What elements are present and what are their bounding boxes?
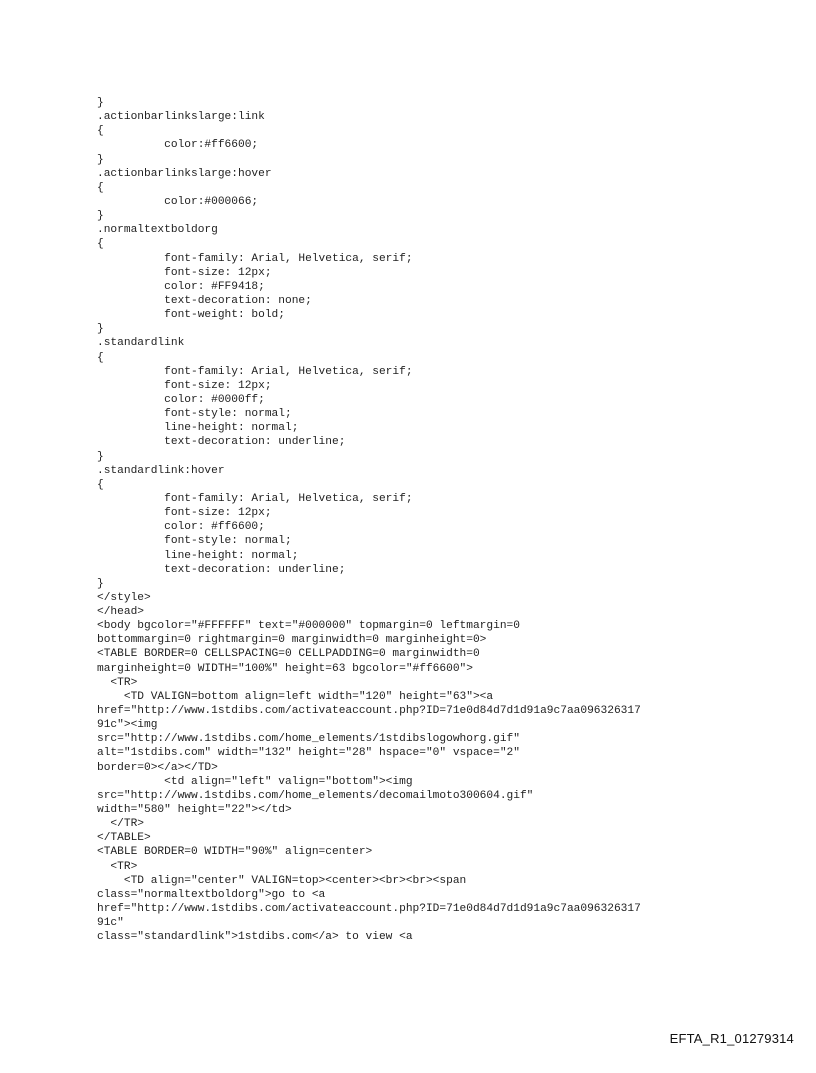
code-line: <body bgcolor="#FFFFFF" text="#000000" topmargin=0 leftmargin=0 [97, 620, 520, 633]
code-line: color: #ff6600; [97, 521, 265, 534]
code-line: bottommargin=0 rightmargin=0 marginwidth=0 marginheight=0> [97, 634, 487, 647]
code-line: 91c"><img [97, 719, 158, 732]
code-line: alt="1stdibs.com" width="132" height="28" hspace="0" vspace="2" [97, 747, 520, 760]
code-line: border=0></a></TD> [97, 761, 218, 774]
code-line: font-size: 12px; [97, 379, 272, 392]
code-line: .actionbarlinkslarge:link [97, 111, 265, 124]
code-line: <TD VALIGN=bottom align=left width="120" height="63"><a [97, 690, 494, 703]
code-line: width="580" height="22"></td> [97, 804, 292, 817]
code-line: .actionbarlinkslarge:hover [97, 167, 272, 180]
code-line: class="standardlink">1stdibs.com</a> to view <a [97, 931, 413, 944]
code-line: line-height: normal; [97, 422, 299, 435]
code-line: { [97, 181, 104, 194]
code-line: text-decoration: underline; [97, 436, 346, 449]
code-line: <TABLE BORDER=0 WIDTH="90%" align=center> [97, 846, 373, 859]
code-line: font-style: normal; [97, 408, 292, 421]
document-id-footer: EFTA_R1_01279314 [669, 1031, 794, 1046]
code-line: </TR> [97, 818, 144, 831]
code-line: } [97, 450, 104, 463]
code-line: font-family: Arial, Helvetica, serif; [97, 252, 413, 265]
code-line: { [97, 125, 104, 138]
code-line: </style> [97, 591, 151, 604]
code-line: font-style: normal; [97, 535, 292, 548]
code-line: .standardlink [97, 337, 185, 350]
code-line: href="http://www.1stdibs.com/activateaccount.php?ID=71e0d84d7d1d91a9c7aa096326317 [97, 705, 641, 718]
code-line: class="normaltextboldorg">go to <a [97, 888, 326, 901]
code-line: <TABLE BORDER=0 CELLSPACING=0 CELLPADDING=0 marginwidth=0 [97, 648, 480, 661]
code-line: { [97, 478, 104, 491]
code-line: <td align="left" valign="bottom"><img [97, 775, 413, 788]
code-line: marginheight=0 WIDTH="100%" height=63 bgcolor="#ff6600"> [97, 662, 473, 675]
code-listing [97, 96, 641, 944]
code-line: font-family: Arial, Helvetica, serif; [97, 492, 413, 505]
code-line: } [97, 577, 104, 590]
code-line: text-decoration: underline; [97, 563, 346, 576]
code-line: .normaltextboldorg [97, 224, 218, 237]
code-line: } [97, 323, 104, 336]
code-line: { [97, 238, 104, 251]
code-line: font-family: Arial, Helvetica, serif; [97, 365, 413, 378]
code-line: { [97, 351, 104, 364]
code-line: 91c" [97, 917, 124, 930]
code-line: color: #0000ff; [97, 393, 265, 406]
code-line: } [97, 153, 104, 166]
code-line: <TD align="center" VALIGN=top><center><br><br><span [97, 874, 467, 887]
code-line: } [97, 97, 104, 109]
code-line: src="http://www.1stdibs.com/home_elements/decomailmoto300604.gif" [97, 789, 534, 802]
code-line: color: #FF9418; [97, 280, 265, 293]
code-line: </TABLE> [97, 832, 151, 845]
code-line: <TR> [97, 676, 138, 689]
code-line: .standardlink:hover [97, 464, 225, 477]
code-line: text-decoration: none; [97, 294, 312, 307]
code-line: font-size: 12px; [97, 507, 272, 520]
code-line: line-height: normal; [97, 549, 299, 562]
code-line: href="http://www.1stdibs.com/activateaccount.php?ID=71e0d84d7d1d91a9c7aa096326317 [97, 903, 641, 916]
code-line: color:#000066; [97, 195, 259, 208]
code-line: src="http://www.1stdibs.com/home_elements/1stdibslogowhorg.gif" [97, 733, 520, 746]
code-line: color:#ff6600; [97, 139, 259, 152]
code-line: font-weight: bold; [97, 309, 285, 322]
code-line: font-size: 12px; [97, 266, 272, 279]
code-line: </head> [97, 606, 144, 619]
code-line: } [97, 210, 104, 223]
code-line: <TR> [97, 860, 138, 873]
